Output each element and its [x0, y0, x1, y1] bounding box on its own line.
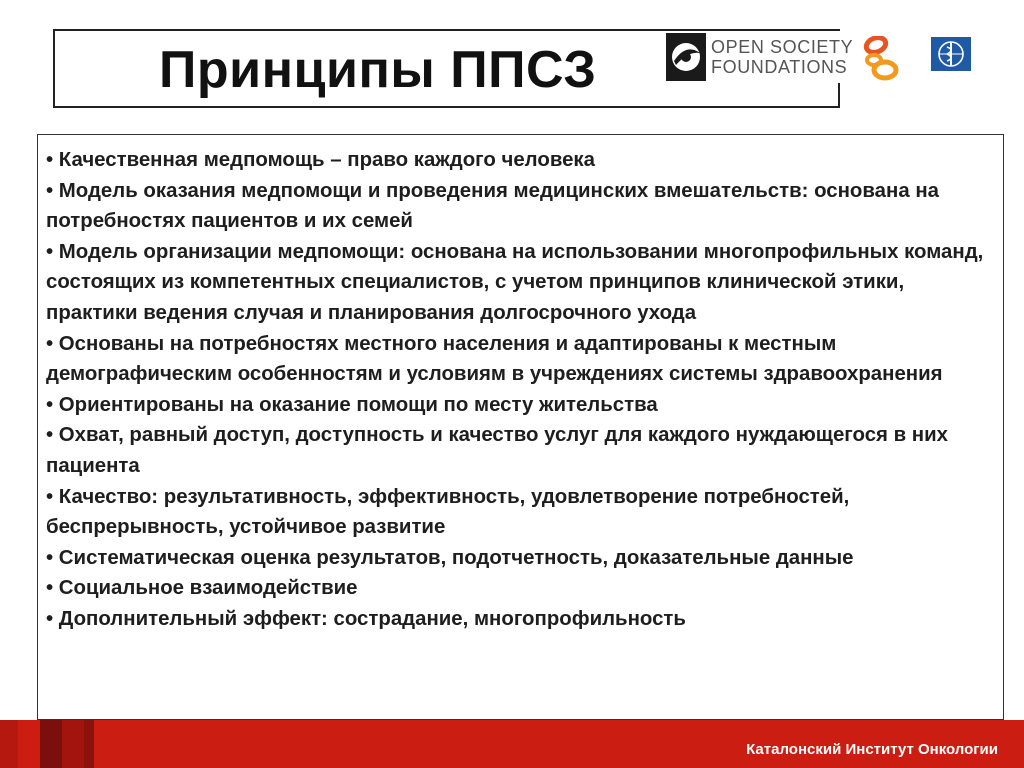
principle-item: • Дополнительный эффект: сострадание, многопрофильность: [46, 607, 686, 630]
principle-item: • Социальное взаимодействие: [46, 577, 358, 600]
footer-institute-name: Каталонский Институт Онкологии: [746, 741, 998, 758]
footer-stripe: [62, 720, 84, 768]
footer-stripe: [0, 720, 18, 768]
open-society-foundations-logo: [664, 31, 854, 83]
partner-rings-logo: [858, 36, 902, 82]
principle-item: • Систематическая оценка результатов, подотчетность, доказательные данные: [46, 546, 854, 569]
principle-item: • Качественная медпомощь – право каждого человека: [46, 149, 595, 171]
principle-item: • Охват, равный доступ, доступность и качество услуг для каждого нуждающегося в них пациента: [46, 424, 948, 477]
who-logo: [922, 37, 980, 71]
principle-item: • Ориентированы на оказание помощи по месту жительства: [46, 393, 658, 416]
osf-name-line2: FOUNDATIONS: [711, 57, 848, 77]
principle-item: • Основаны на потребностях местного населения и адаптированы к местным демографическим особенностям и условиям в учреждениях системы здравоохранения: [46, 332, 943, 386]
principle-item: • Качество: результативность, эффективность, удовлетворение потребностей, беспрерывность, устойчивое развитие: [46, 485, 850, 539]
principle-item: • Модель оказания медпомощи и проведения медицинских вмешательств: основана на потребностях пациентов и их семей: [46, 179, 939, 233]
slide-title: Принципы ППСЗ: [159, 41, 597, 99]
principle-item: • Модель организации медпомощи: основана на использовании многопрофильных команд, состоящих из компетентных специалистов, с учетом принципов клинической этики, практики ведения случая и планирования долгосрочного ухода: [46, 240, 984, 324]
osf-emblem-icon: [664, 31, 708, 83]
footer-stripe: [84, 720, 94, 768]
principles-list: [37, 134, 1004, 720]
osf-name-line1: OPEN SOCIETY: [711, 37, 854, 57]
footer-stripe: [40, 720, 62, 768]
who-emblem-icon: [922, 37, 980, 71]
